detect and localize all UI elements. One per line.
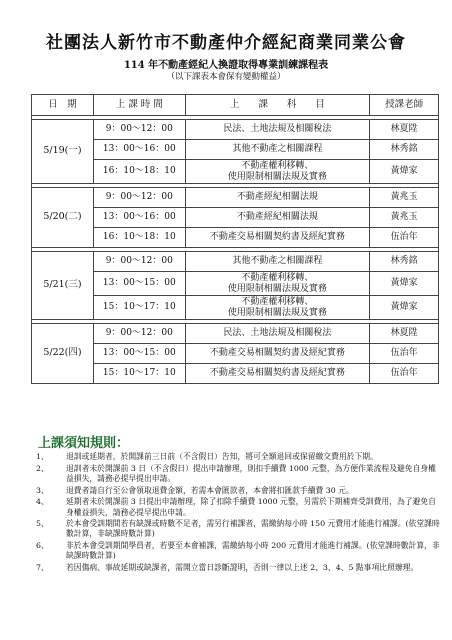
notes-list <box>36 452 440 575</box>
note-text: 退訓者未於開課前 3 日（不含假日）提出申請辦理，則扣手續費 1000 元整，為方便作業流程及避免自身權益損失，請務必提早提出申請。 <box>66 463 436 483</box>
subject-line: 不動產權利移轉、 <box>241 161 314 172</box>
note-item <box>36 464 440 484</box>
note-item <box>36 452 440 462</box>
table-row <box>32 120 439 140</box>
note-text: 於本會受訓期間若有缺課或時數不足者，需另行補課者，需繳納每小時 150 元費用才能進行補課。(依堂課時數計算，非缺課時數計算) <box>66 519 440 539</box>
date-cell: 5/19(一) <box>32 120 94 184</box>
header-teacher: 授課老師 <box>370 95 439 116</box>
teacher-cell: 黃煒家 <box>370 160 439 184</box>
time-cell: 16：10～18：10 <box>93 160 185 184</box>
subject-cell: 不動產交易相關契約書及經紀實務 <box>185 228 369 248</box>
teacher-cell: 黃煒家 <box>370 272 439 296</box>
time-cell: 9：00～12：00 <box>93 252 185 272</box>
table-row <box>32 324 439 344</box>
subject-cell <box>185 160 369 184</box>
note-text: 退費者請自行至公會領取退費金額，若需本會匯款者，本會將扣匯款手續費 30 元。 <box>66 485 354 495</box>
time-cell: 9：00～12：00 <box>93 188 185 208</box>
subject-line: 使用限制相關法規及實務 <box>227 307 327 318</box>
note-number: 3、 <box>36 485 49 495</box>
teacher-cell: 林夏陞 <box>370 324 439 344</box>
time-cell: 16：10～18：10 <box>93 228 185 248</box>
teacher-cell: 林秀銘 <box>370 252 439 272</box>
subject-cell: 其他不動產之相關課程 <box>185 140 369 160</box>
note-number: 7、 <box>36 563 49 573</box>
note-item <box>36 519 440 539</box>
subject-cell: 不動產經紀相關法規 <box>185 188 369 208</box>
time-cell: 15：10～17：10 <box>93 296 185 320</box>
subject-cell: 不動產交易相關契約書及經紀實務 <box>185 344 369 364</box>
subject-cell <box>185 296 369 320</box>
note-number: 6、 <box>36 541 49 551</box>
note-item <box>36 497 440 517</box>
note-number: 1、 <box>36 452 49 461</box>
time-cell: 13：00～15：00 <box>93 344 185 364</box>
time-cell: 13：00～16：00 <box>93 208 185 228</box>
subject-line: 使用限制相關法規及實務 <box>227 171 327 182</box>
time-cell: 9：00～12：00 <box>93 324 185 344</box>
date-cell: 5/22(四) <box>32 324 94 384</box>
table-row <box>32 228 439 248</box>
note-number: 2、 <box>36 463 49 473</box>
note-number: 5、 <box>36 519 49 529</box>
subject-cell <box>185 272 369 296</box>
teacher-cell: 黃兆玉 <box>370 188 439 208</box>
teacher-cell: 伍治年 <box>370 344 439 364</box>
table-row <box>32 364 439 384</box>
subject-line: 不動產權利移轉、 <box>241 297 314 308</box>
teacher-cell: 伍治年 <box>370 228 439 248</box>
subject-cell: 其他不動產之相關課程 <box>185 252 369 272</box>
note-text: 若因傷病、事故延期或缺課者，需開立當日診斷證明，否則一律以上述 2、3、4、5 點事項比照辦理。 <box>66 563 419 573</box>
teacher-cell: 林夏陞 <box>370 120 439 140</box>
note-item <box>36 486 440 496</box>
table-row <box>32 296 439 320</box>
note-text: 延期者未於開課前 3 日提出申請辦理，除了扣除手續費 1000 元整，另需於下期補齊受訓費用，為了避免自身權益損失，請務必提早提出申請。 <box>66 497 436 517</box>
table-row <box>32 208 439 228</box>
subject-line: 不動產權利移轉、 <box>241 273 314 284</box>
time-cell: 13：00～16：00 <box>93 140 185 160</box>
teacher-cell: 林秀銘 <box>370 140 439 160</box>
teacher-cell: 黃煒家 <box>370 296 439 320</box>
time-cell: 15：10～17：10 <box>93 364 185 384</box>
date-cell: 5/21(三) <box>32 252 94 320</box>
schedule-table <box>31 94 439 384</box>
table-row <box>32 188 439 208</box>
note-item <box>36 563 440 573</box>
subject-line: 使用限制相關法規及實務 <box>227 283 327 294</box>
table-row <box>32 344 439 364</box>
table-row <box>32 140 439 160</box>
date-cell: 5/20(二) <box>32 188 94 248</box>
table-header-row <box>32 95 439 116</box>
time-cell: 13：00～15：00 <box>93 272 185 296</box>
note-item <box>36 541 440 561</box>
page-title: 社團法人新竹市不動產仲介經紀商業同業公會 <box>46 33 406 53</box>
table-row <box>32 252 439 272</box>
subject-cell: 民法、土地法規及相關稅法 <box>185 324 369 344</box>
note-text: 非於本會受訓期間學員者，若要至本會補課，需繳納每小時 200 元費用才能進行補課。(依堂課時數計算，非缺課時數計算) <box>66 541 440 561</box>
table-row <box>32 160 439 184</box>
header-subject: 上 課 科 目 <box>185 95 369 116</box>
page-subtitle: 114 年不動產經紀人換證取得專業訓練課程表 <box>123 60 329 71</box>
note-text: 退訓或延期者，於開課前三日前（不含假日）告知，將可全額退回或保留繳交費用於下期。 <box>66 452 378 461</box>
table-row <box>32 272 439 296</box>
subject-cell: 不動產經紀相關法規 <box>185 208 369 228</box>
teacher-cell: 黃兆玉 <box>370 208 439 228</box>
subject-cell: 民法、土地法規及相關稅法 <box>185 120 369 140</box>
notes-title: 上課須知規則： <box>38 436 130 451</box>
note-number: 4、 <box>36 497 49 507</box>
page-note: （以下課表本會保有變動權益） <box>166 72 286 82</box>
header-date: 日 期 <box>32 95 94 116</box>
time-cell: 9：00～12：00 <box>93 120 185 140</box>
header-time: 上 課 時 間 <box>93 95 185 116</box>
subject-cell: 不動產交易相關契約書及經紀實務 <box>185 364 369 384</box>
teacher-cell: 伍治年 <box>370 364 439 384</box>
